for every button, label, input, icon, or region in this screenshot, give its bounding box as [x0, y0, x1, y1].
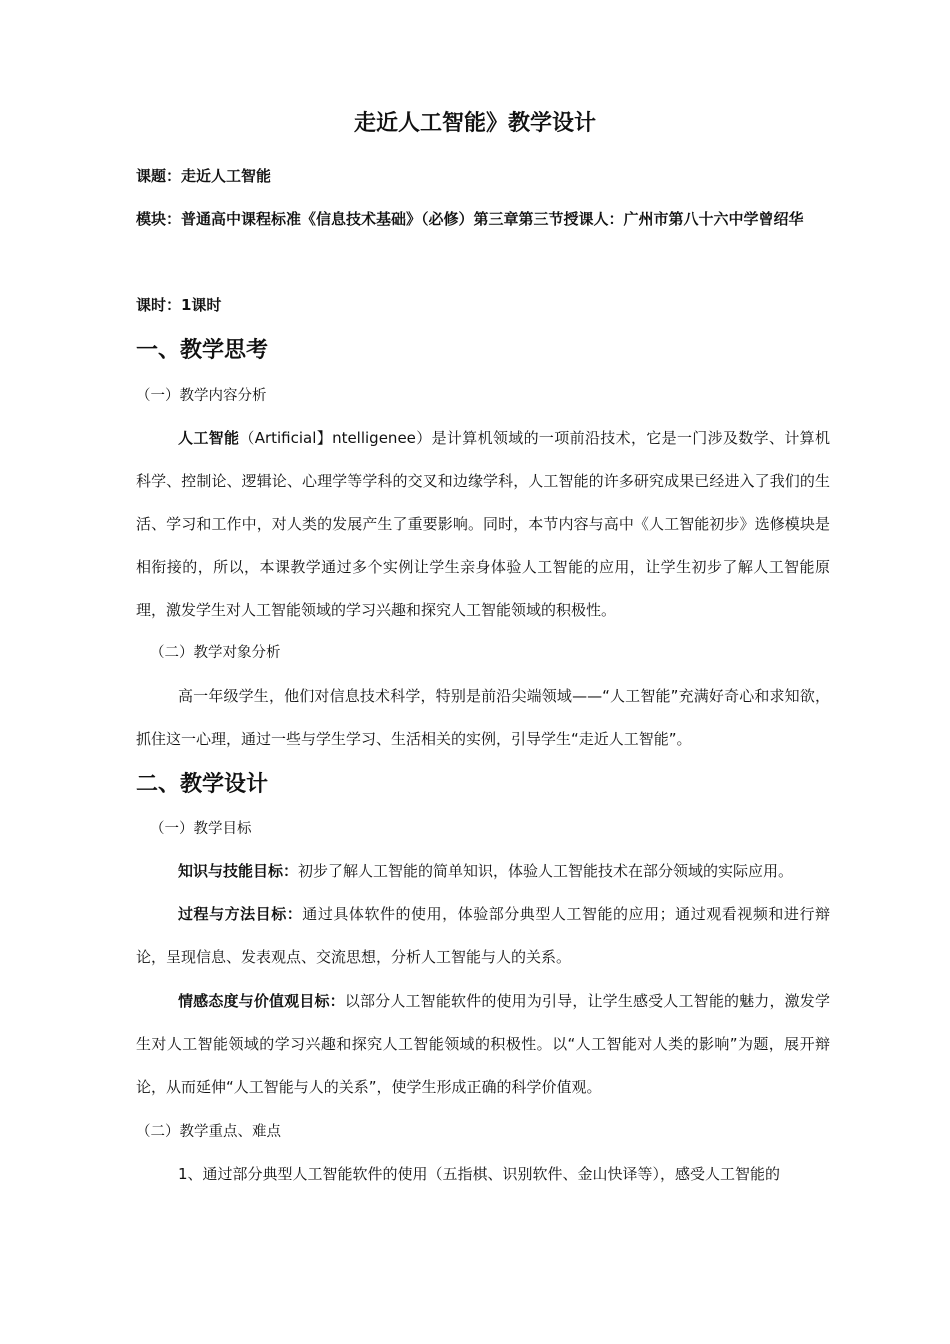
document-title: 走近人工智能》教学设计 [353, 111, 596, 136]
goal-text: 初步了解人工智能的简单知识，体验人工智能技术在部分领域的实际应用。 [298, 862, 794, 880]
section-heading-teaching-design: 二、教学设计 [136, 772, 269, 797]
module-info: 模块：普通高中课程标准《信息技术基础》（必修）第三章第三节授课人：广州市第八十六中学曾绍华 [136, 210, 804, 228]
goal-knowledge-skills [136, 850, 830, 893]
ai-term: 人工智能 [178, 429, 240, 447]
goal-label: 知识与技能目标： [178, 862, 299, 880]
goal-text: 以部分人工智能软件的使用为引导，让学生感受人工智能的魅力，激发学生对人工智能领域的学习兴趣和探究人工智能领域的积极性。以“人工智能对人类的影响”为题，展开辩论，从而延伸“人工智能与人的关系”，使学生形成正确的科学价值观。 [136, 992, 830, 1096]
content-analysis-text: （Artificial】ntelligenee）是计算机领域的一项前沿技术，它是一门涉及数学、计算机科学、控制论、逻辑论、心理学等学科的交叉和边缘学科，人工智能的许多研究成果已经进入了我们的生活、学习和工作中，对人类的发展产生了重要影响。同时，本节内容与高中《人工智能初步》选修模块是相衔接的，所以，本课教学通过多个实例让学生亲身体验人工智能的应用，让学生初步了解人工智能原理，激发学生对人工智能领域的学习兴趣和探究人工智能领域的积极性。 [136, 429, 830, 619]
goal-text: 通过具体软件的使用，体验部分典型人工智能的应用；通过观看视频和进行辩论，呈现信息、发表观点、交流思想，分析人工智能与人的关系。 [136, 905, 830, 966]
subheading-teaching-goals: （一）教学目标 [150, 821, 252, 837]
student-analysis-paragraph: 高一年级学生，他们对信息技术科学，特别是前沿尖端领域——“人工智能”充满好奇心和求知欲，抓住这一心理，通过一些与学生学习、生活相关的实例，引导学生“走近人工智能”。 [136, 687, 830, 748]
goal-process-methods [136, 893, 830, 979]
goal-label: 情感态度与价值观目标： [178, 992, 345, 1010]
section-heading-teaching-thinking: 一、教学思考 [136, 338, 269, 363]
key-point-item-1: 1、通过部分典型人工智能软件的使用（五指棋、识别软件、金山快译等），感受人工智能的 [178, 1165, 781, 1183]
course-topic: 课题：走近人工智能 [136, 167, 272, 185]
duration: 课时：1课时 [136, 296, 222, 314]
content-analysis-paragraph [136, 417, 830, 632]
subheading-key-points: （二）教学重点、难点 [136, 1124, 281, 1140]
subheading-content-analysis: （一）教学内容分析 [136, 388, 267, 404]
subheading-student-analysis: （二）教学对象分析 [150, 645, 281, 661]
goal-emotion-values [136, 980, 830, 1109]
goal-label: 过程与方法目标： [178, 905, 303, 923]
